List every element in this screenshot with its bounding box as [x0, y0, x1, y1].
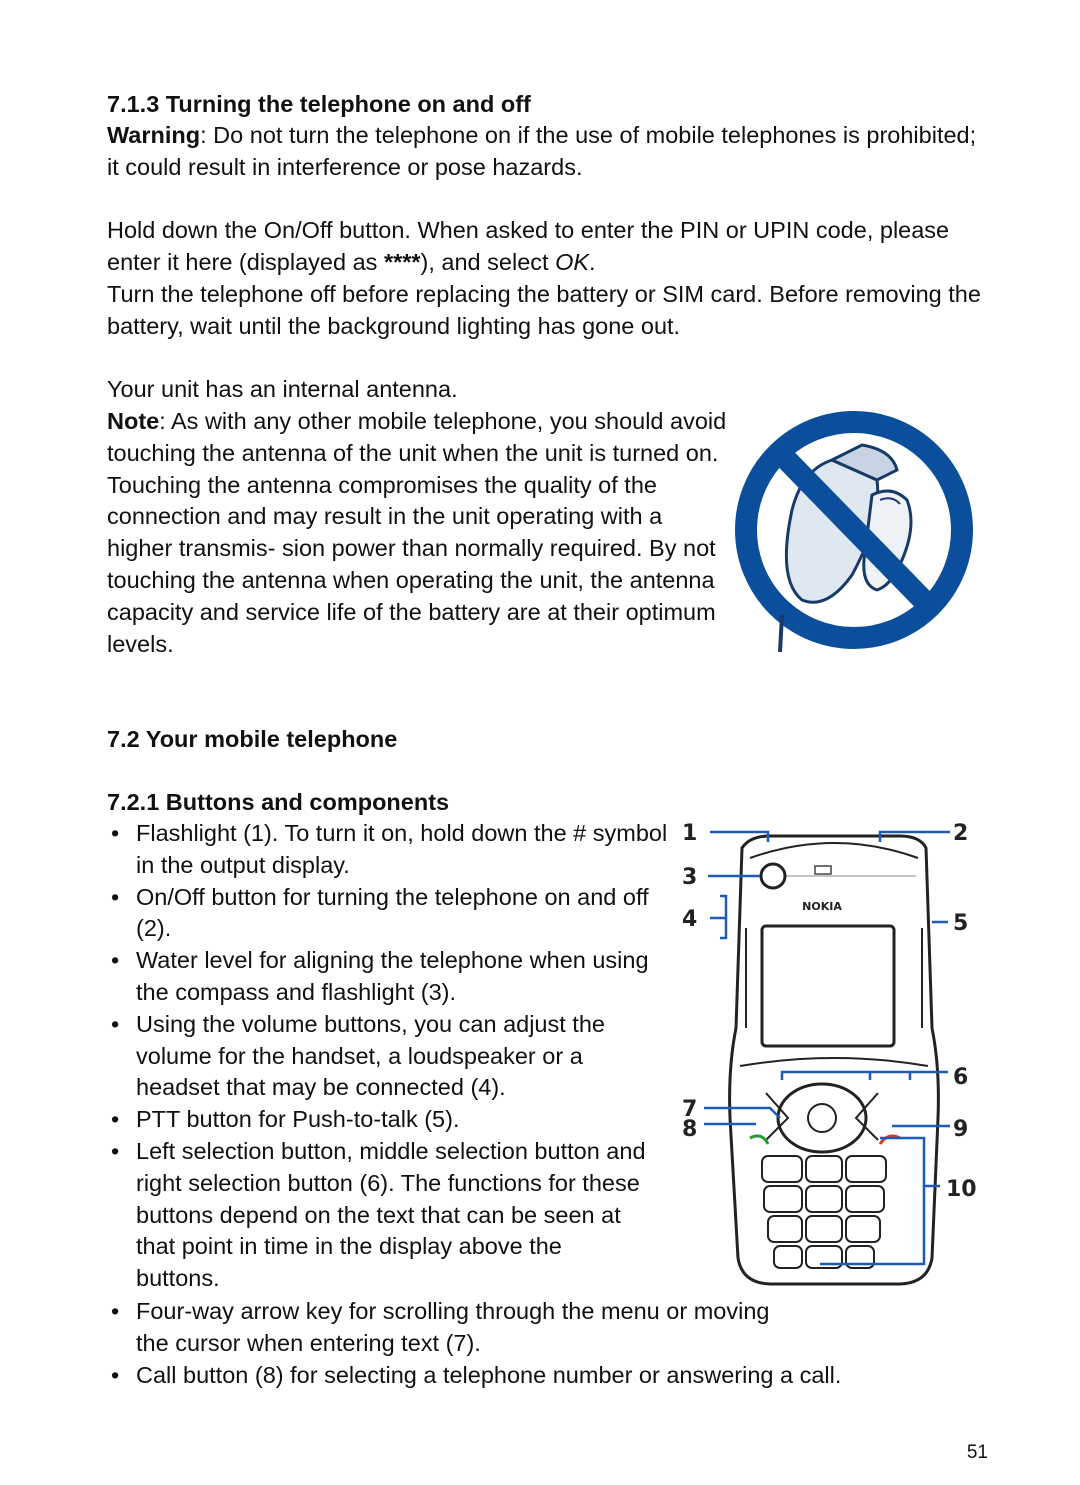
- callout-1: 1: [682, 821, 698, 846]
- callout-4: 4: [682, 907, 698, 932]
- display-screen: [762, 926, 894, 1046]
- power-off-paragraph: Turn the telephone off before replacing the battery or SIM card. Before removing the battery, wait until the background lighting has gone out.: [107, 281, 981, 339]
- components-list: [107, 818, 672, 1295]
- components-list-continued: [107, 1296, 977, 1391]
- callout-5: 5: [953, 911, 969, 936]
- brand-logo: NOKIA: [802, 900, 842, 913]
- list-item: • PTT button for Push-to-talk (5).: [111, 1106, 460, 1133]
- power-on-paragraph: [107, 215, 992, 279]
- callout-8: 8: [682, 1117, 698, 1142]
- keypad: [762, 1156, 886, 1268]
- ok-softkey-label: OK: [555, 248, 590, 275]
- antenna-paragraph: Your unit has an internal antenna.: [107, 376, 458, 402]
- section-heading-7-1-3: 7.1.3 Turning the telephone on and off: [107, 91, 531, 117]
- list-item: • Flashlight (1). To turn it on, hold down the # symbol in the output display.: [111, 820, 668, 878]
- phone-diagram: [670, 818, 990, 1288]
- no-touch-antenna-icon: [732, 400, 977, 665]
- list-item: • Water level for aligning the telephone when using the compass and flashlight (3).: [111, 947, 649, 1005]
- callout-3: 3: [682, 865, 698, 890]
- note-label: Note: [107, 408, 160, 434]
- hold-text-b: ), and select: [420, 248, 556, 275]
- warning-label: Warning: [107, 122, 201, 148]
- list-item: • Four-way arrow key for scrolling through the menu or moving the cursor when entering text (7).: [111, 1298, 770, 1356]
- note-text: : As with any other mobile telephone, you should avoid touching the antenna of the unit when the unit is turned on. Touching the antenna compromises the quality of the connection and may result in the unit operating with a higher transmis- sion power than normally required. By not touching the antenna when operating the unit, the antenna capacity and service life of the battery are at their optimum levels.: [107, 408, 727, 657]
- note-paragraph: [107, 406, 729, 660]
- section-heading-7-2-1: 7.2.1 Buttons and components: [107, 789, 450, 815]
- pin-stars: ****: [383, 248, 421, 275]
- page-number: 51: [966, 1442, 988, 1463]
- water-level: [761, 864, 785, 888]
- callout-10: 10: [946, 1177, 977, 1202]
- list-item: • Call button (8) for selecting a telephone number or answering a call.: [111, 1361, 842, 1388]
- list-item: • Using the volume buttons, you can adjust the volume for the handset, a loudspeaker or a headset that may be connected (4).: [111, 1010, 605, 1101]
- callout-9: 9: [953, 1117, 969, 1142]
- callout-6: 6: [953, 1065, 969, 1090]
- list-item: • Left selection button, middle selection button and right selection button (6). The functions for these buttons depend on the text that can be seen at that point in time in the display above the buttons.: [111, 1137, 646, 1292]
- warning-text: : Do not turn the telephone on if the use of mobile telephones is prohibited; it could result in interference or pose hazards.: [107, 122, 977, 180]
- warning-paragraph: [107, 120, 987, 184]
- list-item: • On/Off button for turning the telephone on and off (2).: [111, 883, 649, 942]
- section-heading-7-2: 7.2 Your mobile telephone: [107, 726, 398, 752]
- hold-text-c: .: [589, 248, 596, 275]
- callout-2: 2: [953, 821, 969, 846]
- hold-text-a: Hold down the On/Off button. When asked to enter the PIN or UPIN code, please enter it here (displayed as: [107, 217, 950, 275]
- callout-7: 7: [682, 1097, 698, 1122]
